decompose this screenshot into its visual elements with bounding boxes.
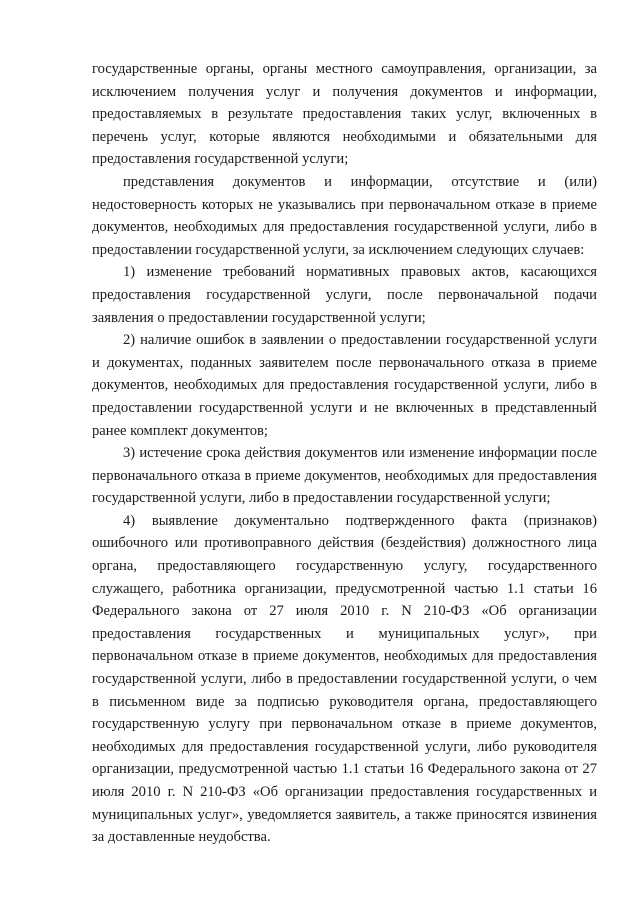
paragraph-case-4: 4) выявление документально подтвержденного факта (признаков) ошибочного или противоправного действия (бездействия) должностного лица органа, предоставляющего государственную услугу, государственного служащего, работника организации, предусмотренной частью 1.1 статьи 16 Федерального закона от 27 июля 2010 г. N 210-ФЗ «Об организации предоставления государственных и муниципальных услуг», при первоначальном отказе в приеме документов, необходимых для предоставления государственной услуги, либо в предоставлении государственной услуги, о чем в письменном виде за подписью руководителя органа, предоставляющего государственную услугу при первоначальном отказе в приеме документов, необходимых для предоставления государственной услуги, либо руководителя организации, предусмотренной частью 1.1 статьи 16 Федерального закона от 27 июля 2010 г. N 210-ФЗ «Об организации предоставления государственных и муниципальных услуг», уведомляется заявитель, а также приносятся извинения за доставленные неудобства. — [92, 512, 597, 846]
paragraph-exclusion-list-end: государственные органы, органы местного самоуправления, организации, за исключением получения услуг и получения документов и информации, предоставляемых в результате предоставления таких услуг, включенных в перечень услуг, которые являются необходимыми и обязательными для предоставления государственной услуги; — [92, 61, 597, 168]
paragraph-documents-not-indicated: представления документов и информации, отсутствие и (или) недостоверность которых не указывались при первоначальном отказе в приеме документов, необходимых для предоставления государственной услуги, либо в предоставлении государственной услуги, за исключением следующих случаев: — [92, 173, 597, 258]
paragraph-case-2: 2) наличие ошибок в заявлении о предоставлении государственной услуги и документах, поданных заявителем после первоначального отказа в приеме документов, необходимых для предоставления государственной услуги, либо в предоставлении государственной услуги и не включенных в представленный ранее комплект документов; — [92, 332, 597, 439]
paragraph-case-3: 3) истечение срока действия документов или изменение информации после первоначального отказа в приеме документов, необходимых для предоставления государственной услуги, либо в предоставлении государственной услуги; — [92, 445, 597, 507]
paragraph-case-1: 1) изменение требований нормативных правовых актов, касающихся предоставления государственной услуги, после первоначальной подачи заявления о предоставлении государственной услуги; — [92, 264, 597, 326]
document-body — [92, 58, 597, 849]
